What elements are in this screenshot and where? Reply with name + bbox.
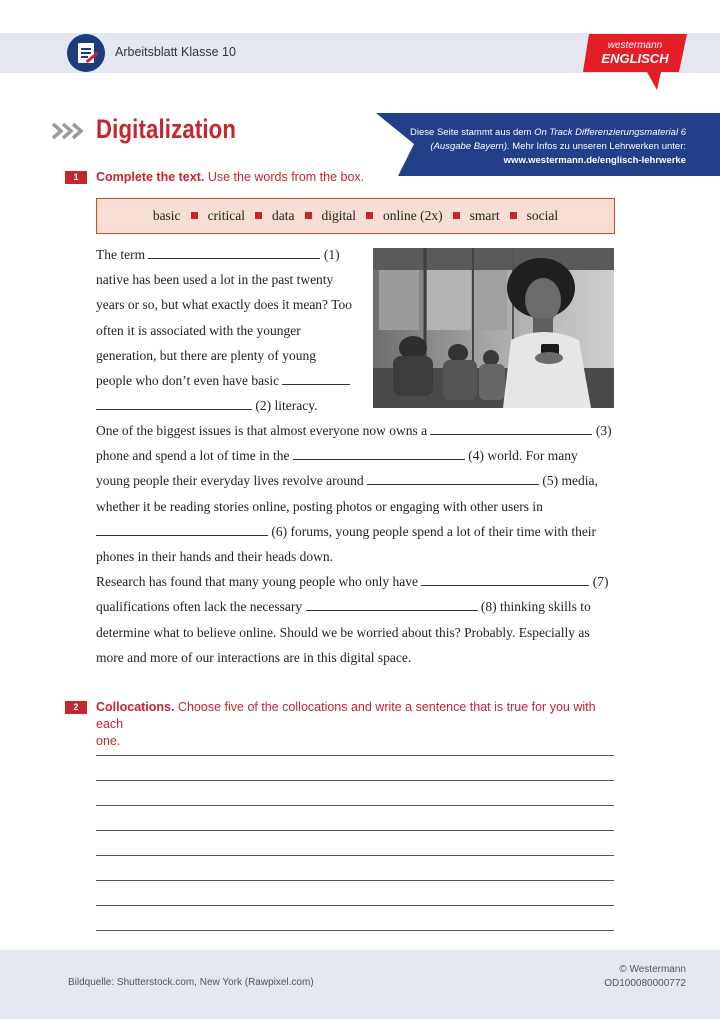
task1-instruction (96, 169, 364, 186)
text-line (96, 368, 366, 393)
text-line (96, 443, 616, 468)
brand-line2: ENGLISCH (601, 51, 669, 66)
word-item: social (526, 208, 559, 223)
text-line (96, 594, 616, 619)
task1-text-column (96, 242, 366, 418)
text-segment: phone and spend a lot of time in the (96, 448, 293, 464)
text-segment: Research has found that many young people who only have (96, 574, 422, 590)
document-code: OD100080000772 (604, 978, 686, 989)
text-segment: people who don’t even have basic (96, 373, 283, 389)
square-bullet-icon (453, 212, 460, 219)
writing-line[interactable] (96, 830, 614, 831)
task2-instruction-text: Choose five of the collocations and write a sentence that is true for you with each (96, 700, 596, 731)
text-line: years or so, but what exactly does it mean? Too (96, 297, 352, 313)
square-bullet-icon (510, 212, 517, 219)
task1-text-full (96, 418, 616, 670)
text-line: determine what to believe online. Should we be worried about this? Probably. Especially as (96, 624, 590, 640)
info-line2: Mehr Infos zu unseren Lehrwerken unter: (509, 141, 686, 152)
text-segment: (3) (592, 423, 612, 438)
text-line (96, 519, 616, 544)
text-line: phones in their hands and their heads down. (96, 549, 333, 565)
blank-2b[interactable] (96, 398, 252, 410)
chevrons-icon (51, 122, 87, 140)
task2-instruction-text-2: one. (96, 734, 121, 748)
text-segment: (6) forums, young people spend a lot of their time with their (268, 523, 597, 539)
text-segment: (2) literacy. (252, 398, 318, 414)
text-segment: (1) (320, 247, 340, 262)
info-text (386, 126, 686, 168)
text-line (96, 393, 366, 418)
text-line (96, 418, 616, 443)
square-bullet-icon (255, 212, 262, 219)
writing-line[interactable] (96, 880, 614, 881)
word-item: data (272, 208, 295, 223)
square-bullet-icon (191, 212, 198, 219)
text-segment: qualifications often lack the necessary (96, 599, 306, 615)
text-segment: young people their everyday lives revolve around (96, 473, 368, 489)
task2-heading: Collocations. (96, 700, 175, 714)
text-line (96, 468, 616, 493)
writing-line[interactable] (96, 755, 614, 756)
text-segment: (7) (589, 574, 609, 590)
blank-7[interactable] (421, 574, 589, 586)
task1-heading: Complete the text. (96, 170, 205, 184)
page-title: Digitalization (96, 114, 237, 144)
word-item: online (2x) (383, 208, 443, 223)
text-line: generation, but there are plenty of young (96, 347, 317, 363)
blank-5[interactable] (367, 473, 539, 485)
square-bullet-icon (305, 212, 312, 219)
text-line: more and more of our interactions are in this digital space. (96, 649, 412, 665)
blank-3[interactable] (430, 423, 592, 435)
task1-instruction-text: Use the words from the box. (204, 170, 365, 184)
text-segment: (5) media, (539, 473, 598, 489)
word-item: critical (207, 208, 246, 223)
writing-line[interactable] (96, 855, 614, 856)
writing-line[interactable] (96, 805, 614, 806)
info-link[interactable]: www.westermann.de/englisch-lehrwerke (503, 155, 686, 166)
text-line: often it is associated with the younger (96, 322, 301, 338)
brand-line1: westermann (607, 40, 663, 51)
text-segment: (8) thinking skills to (477, 599, 591, 615)
task-number-2: 2 (65, 701, 87, 714)
copyright-block (604, 963, 686, 991)
word-item: smart (469, 208, 500, 223)
writing-line[interactable] (96, 930, 614, 931)
image-credit: Bildquelle: Shutterstock.com, New York (Rawpixel.com) (68, 977, 314, 988)
sheet-label: Arbeitsblatt Klasse 10 (115, 45, 236, 59)
text-line (96, 569, 616, 594)
text-segment: The term (96, 247, 146, 262)
worksheet-logo-icon (67, 34, 105, 72)
task-number-1: 1 (65, 171, 87, 184)
blank-8[interactable] (306, 599, 478, 611)
text-line: native has been used a lot in the past twenty (96, 272, 334, 288)
text-segment: (4) world. For many (464, 448, 578, 464)
blank-1[interactable] (148, 247, 320, 259)
blank-6[interactable] (96, 524, 268, 536)
info-line2-em: (Ausgabe Bayern). (430, 141, 510, 152)
word-box (96, 198, 615, 234)
word-item: digital (321, 208, 357, 223)
writing-line[interactable] (96, 780, 614, 781)
text-line (96, 242, 366, 267)
task2-instruction (96, 699, 616, 750)
westermann-logo (583, 34, 687, 90)
info-line1: Diese Seite stammt aus dem (410, 127, 535, 138)
text-segment: One of the biggest issues is that almost everyone now owns a (96, 423, 431, 438)
blank-4[interactable] (293, 448, 465, 460)
word-item: basic (152, 208, 181, 223)
photo-young-people-on-train (373, 248, 614, 408)
info-line1-em: On Track Differenzierungsmaterial 6 (534, 127, 686, 138)
square-bullet-icon (366, 212, 373, 219)
copyright: © Westermann (619, 964, 686, 975)
blank-2a[interactable] (282, 373, 350, 385)
writing-line[interactable] (96, 905, 614, 906)
text-line: whether it be reading stories online, posting photos or engaging with other users in (96, 498, 543, 514)
